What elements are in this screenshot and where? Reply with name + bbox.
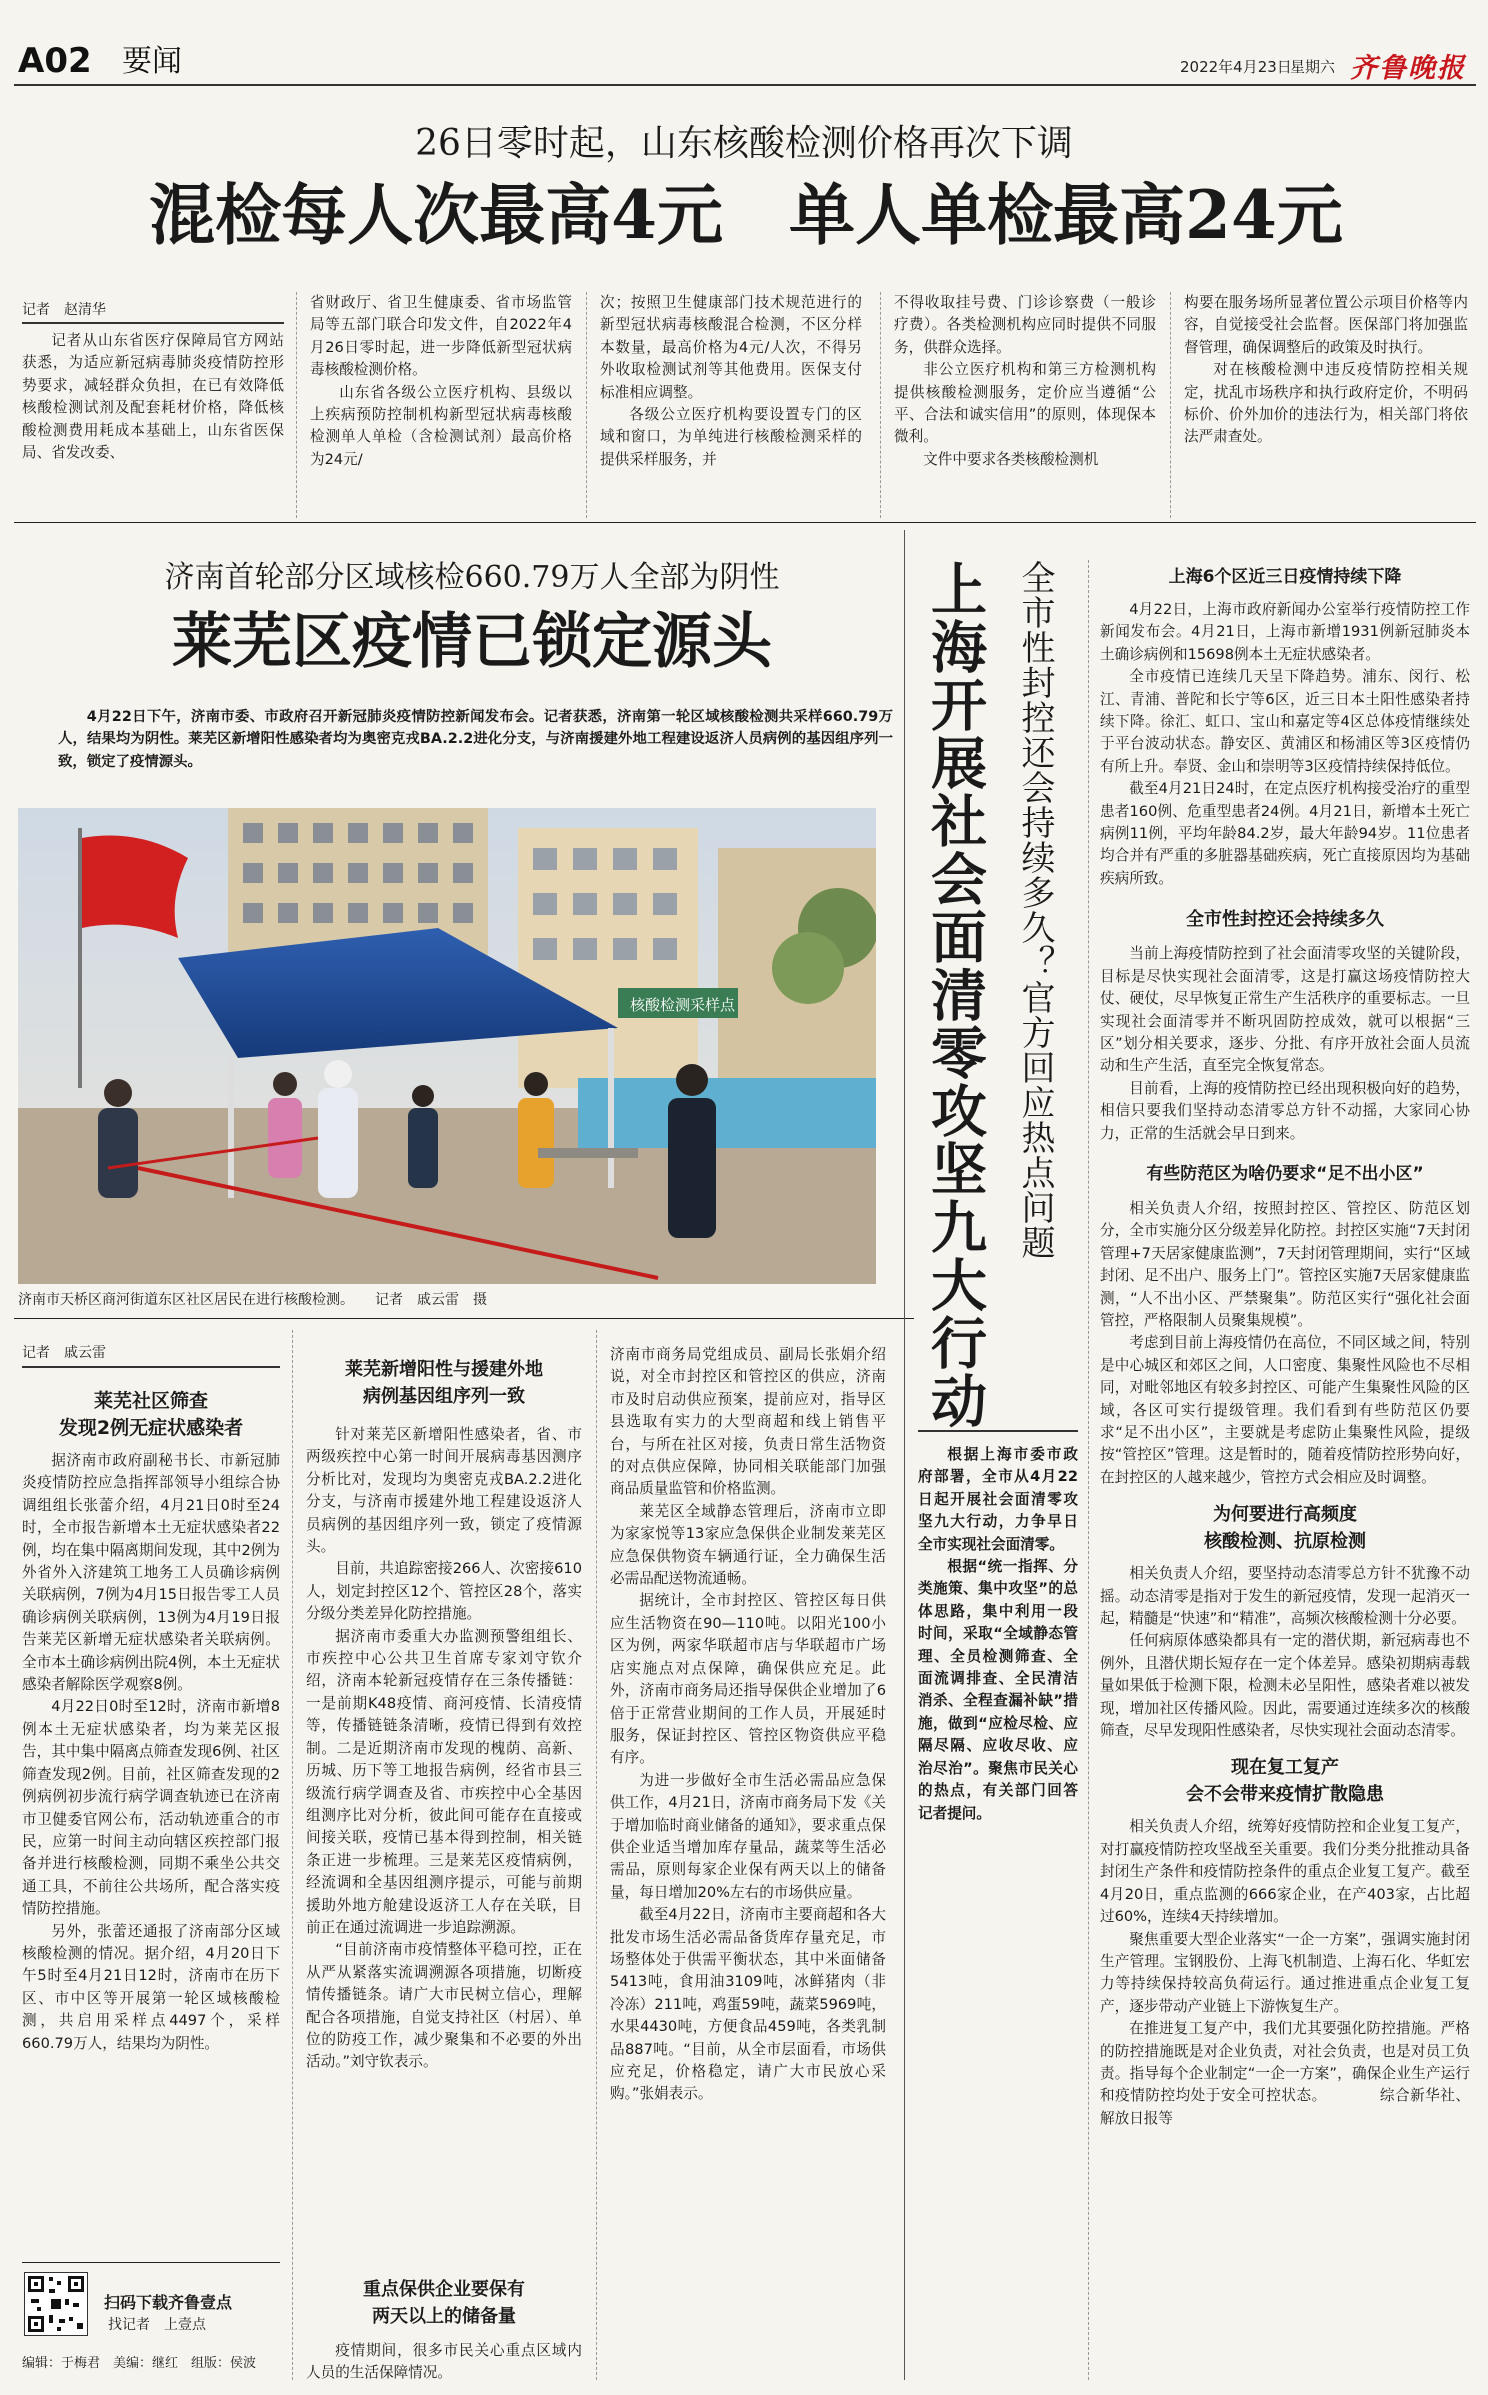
qr-code[interactable] [24,2272,88,2336]
laiwu-col-1-p1: 据济南市政府副秘书长、市新冠肺炎疫情防控应急指挥部领导小组综合协调组组长张蕾介绍，4月21日0时至24时，全市报告新增本土无症状感染者22例，均在集中隔离期间发现，其中2例为外省外入济建筑工地务工人员确诊病例关联病例，7例为4月15日报告零工人员确诊病例关联病例，13例为4月19日报告莱芜区新增无症状感染者关联病例。全市本土确诊病例出院4例，本土无症状感染者解除医学观察8例。 [22,1452,280,1694]
lead-bottom-rule [14,522,1476,523]
laiwu-col-1 [22,1450,280,2256]
shanghai-p5b: 聚焦重要大型企业落实“一企一方案”，强调实施封闭生产管理。宝钢股份、上海飞机制造、上海石化、华虹宏力等持续保持较高负荷运行。通过推进重点企业复工复产，逐步带动产业链上下游恢复生产。 [1100,1930,1470,2015]
shanghai-intro: 根据上海市委市政府部署，全市从4月22日起开展社会面清零攻坚九大行动，力争早日全市实现社会面清零。 [918,1446,1078,1553]
shanghai-p1c: 截至4月21日24时，在定点医疗机构接受治疗的重型患者160例、危重型患者24例。4月21日，新增本土死亡病例11例，平均年龄84.2岁，最大年龄94岁。11位患者均合并有严重的多脏器基础疾病，死亡直接原因均为基础疾病所致。 [1100,780,1470,887]
col-divider [1088,560,1089,2380]
laiwu-col-2-p3: 据济南市委重大办监测预警组组长、市疾控中心公共卫生首席专家刘守钦介绍，济南本轮新冠疫情存在三条传播链：一是前期K48疫情、商河疫情、长清疫情等，传播链链条清晰，疫情已得到有效控制。二是近期济南市发现的槐荫、高新、历城、历下等工地报告病例，经省市县三级流行病学调查及省、市疾控中心全基因组测序比对分析，彼此间可能存在直接或间接关联，疫情已基本得到控制，相关链条正进一步梳理。三是莱芜区疫情病例，经流调和全基因组测序提示，可能与前期援助外地方舱建设返济工人存在关联，目前正在通过流调进一步追踪溯源。 [306,1627,582,1936]
shanghai-p1b: 全市疫情已连续几天呈下降趋势。浦东、闵行、松江、青浦、普陀和长宁等6区，近三日本土阳性感染者持续下降。徐汇、虹口、宝山和嘉定等4区总体疫情继续处于平台波动状态。静安区、黄浦区和杨浦区等3区疫情仍有所上升。奉贤、金山和崇明等3区疫情持续保持低位。 [1100,668,1470,775]
shanghai-subhead-2: 全市性封控还会持续多久 [1186,909,1384,931]
laiwu-col-2-p2: 目前，共追踪密接266人、次密接610人，划定封控区12个、管控区28个，落实分级分类差异化防控措施。 [306,1560,582,1623]
col-divider [292,1330,293,2380]
lead-col-2-p1: 省财政厅、省卫生健康委、省市场监管局等五部门联合印发文件，自2022年4月26日零时起，进一步降低新型冠状病毒核酸检测价格。 [310,294,572,379]
laiwu-byline: 记者 戚云雷 [22,1345,106,1361]
lead-headline: 混检每人次最高4元 单人单检最高24元 [149,176,1343,254]
lead-col-3 [600,292,862,514]
page-number: A02 [18,41,92,81]
shanghai-intro-col [918,1444,1078,2384]
lead-col-2-p2: 山东省各级公立医疗机构、县级以上疾病预防控制机构新型冠状病毒核酸检测单人单检（含检测试剂）最高价格为24元/ [310,383,572,468]
laiwu-col-3 [610,1344,886,2384]
qr-title: 扫码下载齐鲁壹点 [104,2293,233,2312]
laiwu-subhead-2: 莱芜新增阳性与援建外地 病例基因组序列一致 [345,1359,543,1407]
issue-weekday: 星期六 [1290,58,1336,76]
col-divider [596,1330,597,2380]
news-photo [18,808,876,1284]
shanghai-p4b: 任何病原体感染都具有一定的潜伏期，新冠病毒也不例外，且潜伏期长短存在一定个体差异。感染初期病毒载量如果低于检测下限，检测未必呈阳性，感染者难以被发现，增加社区传播风险。因此，需要通过连续多次的核酸筛查，尽早发现阳性感染者，尽快实现社会面动态清零。 [1100,1632,1470,1740]
laiwu-col-3-p2: 莱芜区全域静态管理后，济南市立即为家家悦等13家应急保供企业制发莱芜区应急保供物资车辆通行证，全力确保生活必需品配送物流通畅。 [610,1502,886,1588]
shanghai-title-rule [918,1430,1078,1432]
shanghai-p1a: 4月22日，上海市政府新闻办公室举行疫情防控工作新闻发布会。4月21日，上海市新增1931例新冠肺炎本土确诊病例和15698例本土无症状感染者。 [1100,601,1470,663]
shanghai-intro-2: 根据“统一指挥、分类施策、集中攻坚”的总体思路，集中利用一段时间，采取“全域静态管理、全员检测筛查、全面流调排查、全民清洁消杀、全程查漏补缺”措施，做到“应检尽检、应隔尽隔、应收尽收、应治尽治”。聚焦市民关心的热点，有关部门回答记者提问。 [918,1558,1078,1822]
laiwu-col-1-p2: 4月22日0时至12时，济南市新增8例本土无症状感染者，均为莱芜区报告，其中集中隔离点筛查发现6例、社区筛查发现2例。目前，社区筛查发现的2例病例初步流行病学调查轨迹已在济南市卫健委官网公布，活动轨迹重合的市民，应第一时间主动向辖区疾控部门报备并进行核酸检测，同期不乘坐公共交通工具，不前往公共场所，配合落实疫情防控措施。 [22,1698,280,1918]
shanghai-subhead-5: 现在复工复产 会不会带来疫情扩散隐患 [1186,1757,1384,1806]
shanghai-p3a: 相关负责人介绍，按照封控区、管控区、防范区划分，全市实施分区分级差异化防控。封控区实施“7天封闭管理+7天居家健康监测”，7天封闭管理期间，实行“区域封闭、足不出户、服务上门”。管控区实施7天居家健康监测，“人不出小区、严禁聚集”。防范区实行“强化社会面管控，严格限制人员聚集规模”。 [1100,1199,1470,1329]
lead-col-4-p2: 非公立医疗机构和第三方检测机构提供核酸检测服务，定价应当遵循“公平、合法和诚实信用”的原则，体现保本微利。 [894,361,1156,446]
qr-top-rule [22,2262,280,2263]
laiwu-byline-rule [22,1366,280,1368]
section-divider [904,530,905,2380]
shanghai-p3b: 考虑到目前上海疫情仍在高位，不同区域之间，特别是中心城区和郊区之间，人口密度、集聚性风险也不尽相同，对毗邻地区有较多封控区、可能产生集聚性风险的区域，各区可实行提级管理。我们看到有些防范区仍要求“足不出小区”，主要就是考虑防止集聚性风险，提级按“管控区”管理。这是暂时的，随着疫情防控形势向好，在封控区的人越来越少，管控方式会相应及时调整。 [1100,1334,1470,1486]
section-name: 要闻 [122,44,182,79]
laiwu-headline: 莱芜区疫情已锁定源头 [172,607,772,677]
laiwu-subhead-1: 莱芜社区筛查 发现2例无症状感染者 [58,1390,244,1439]
laiwu-kicker: 济南首轮部分区域核检660.79万人全部为阴性 [164,560,780,595]
lead-col-3-p2: 各级公立医疗机构要设置专门的区域和窗口，为单纯进行核酸检测采样的提供采样服务，并 [600,406,862,468]
news-photo-illustration [18,808,876,1284]
lead-col-4 [894,292,1156,514]
col-divider [296,292,297,518]
photo-caption: 济南市天桥区商河街道东区社区居民在进行核酸检测。 记者 戚云雷 摄 [18,1292,487,1308]
qr-code-icon [25,2273,87,2335]
lead-col-2 [310,292,572,514]
shanghai-subhead-3: 有些防范区为啥仍要求“足不出小区” [1146,1163,1424,1184]
lead-col-5-p1: 构要在服务场所显著位置公示项目价格等内容，自觉接受社会监督。医保部门将加强监督管理，确保调整后的政策及时执行。 [1184,294,1468,356]
lead-byline: 记者 赵清华 [22,302,106,318]
shanghai-p5a: 相关负责人介绍，统筹好疫情防控和企业复工复产，对打赢疫情防控攻坚战至关重要。我们分类分批推动具备封闭生产条件和疫情防控条件的重点企业复工复产。截至4月20日，重点监测的666家企业，在产403家，占比超过60%，连续4天持续增加。 [1100,1818,1470,1926]
shanghai-p2a: 当前上海疫情防控到了社会面清零攻坚的关键阶段，目标是尽快实现社会面清零，这是打赢这场疫情防控大仗、硬仗，尽早恢复正常生产生活秩序的重要标志。一旦实现社会面清零并不断巩固防控成效，就可以根据“三区”划分相关要求，逐步、分批、有序开放社会面人员流动和生产生活，直至完全恢复常态。 [1100,945,1470,1075]
laiwu-col-3-p5: 截至4月22日，济南市主要商超和各大批发市场生活必需品备货库存量充足，市场整体处于供需平衡状态，其中米面储备5413吨，食用油3109吨，冰鲜猪肉（非冷冻）211吨，鸡蛋59吨，蔬菜5969吨，水果4430吨，方便食品459吨，各类乳制品887吨。“目前，从全市层面看，市场供应充足，价格稳定，请广大市民放心采购。”张娟表示。 [610,1906,886,2103]
laiwu-summary: 4月22日下午，济南市委、市政府召开新冠肺炎疫情防控新闻发布会。记者获悉，济南第一轮区域核酸检测共采样660.79万人，结果均为阴性。莱芜区新增阳性感染者均为奥密克戎BA.2.2进化分支，与济南援建外地工程建设返济人员病例的基因组序列一致，锁定了疫情源头。 [58,709,893,770]
laiwu-col-2 [306,1424,582,2264]
lead-byline-rule [22,322,284,324]
lead-col-5-p2: 对在核酸检测中违反疫情防控相关规定，扰乱市场秩序和执行政府定价，不明码标价、价外加价的违法行为，相关部门将依法严肃查处。 [1184,361,1468,446]
shanghai-kicker: 全市性封控还会持续多久？官方回应热点问题 [1015,560,1055,1260]
page-header [0,0,1488,84]
shanghai-p4a: 相关负责人介绍，要坚持动态清零总方针不犹豫不动摇。动态清零是指对于发生的新冠疫情，发现一起消灭一起，精髓是“快速”和“精准”，高频次核酸检测十分必要。 [1100,1565,1470,1628]
shanghai-subhead-1: 上海6个区近三日疫情持续下降 [1168,567,1402,587]
lead-col-4-p3: 文件中要求各类核酸检测机 [923,450,1099,468]
shanghai-col [1100,554,1470,2388]
lead-kicker: 26日零时起，山东核酸检测价格再次下调 [415,123,1073,164]
shanghai-p2b: 目前看，上海的疫情防控已经出现积极向好的趋势，相信只要我们坚持动态清零总方针不动摇，大家同心协力，正常的生活就会早日到来。 [1100,1079,1470,1142]
laiwu-col-3-p4: 为进一步做好全市生活必需品应急保供工作，4月21日，济南市商务局下发《关于增加临时商业储备的通知》，要求重点保供企业适当增加库存量品，蔬菜等生活必需品，原则每家企业保有两天以上的储备量，每日增加20%左右的市场供应量。 [610,1771,886,1901]
laiwu-col-2-p5: 疫情期间，很多市民关心重点区域内人员的生活保障情况。 [306,2342,582,2382]
laiwu-col-3-p3: 据统计，全市封控区、管控区每日供应生活物资在90—110吨。以阳光100小区为例，两家华联超市店与华联超市广场店实施点对点保障，确保供应充足。此外，济南市商务局还指导保供企业增加了6倍于正常营业期间的工作人员，开展延时服务，保证封控区、管控区物资供应平稳有序。 [610,1592,886,1767]
laiwu-col-3-p1: 济南市商务局党组成员、副局长张娟介绍说，对全市封控区和管控区的供应，济南市及时启动供应预案，提前应对，指导区县选取有实力的大型商超和线上销售平台，与所在社区对接，负责日常生活物资的对点供应保障，协同相关联能部门加强商品质量监管和价格监测。 [610,1346,886,1498]
laiwu-subhead-3: 重点保供企业要保有 两天以上的储备量 [363,2279,525,2327]
col-divider [586,292,587,518]
col-divider [880,292,881,518]
newspaper-logo: 齐鲁晚报 [1350,53,1466,84]
laiwu-col-2-p4: “目前济南市疫情整体平稳可控，正在从严从紧落实流调溯源各项措施，切断疫情传播链条。请广大市民树立信心，理解配合各项措施，自觉支持社区（村居）、单位的防疫工作，减少聚集和不必要的外出活动。”刘守钦表示。 [306,1941,582,2071]
laiwu-col-2-p1: 针对莱芜区新增阳性感染者，省、市两级疾控中心第一时间开展病毒基因测序分析比对，发现均为奥密克戎BA.2.2进化分支，与济南市援建外地工程建设返济人员病例的基因组序列一致，锁定了疫情源头。 [306,1426,582,1556]
issue-date: 2022年4月23日 [1180,58,1292,76]
lead-col-3-p1: 次；按照卫生健康部门技术规范进行的新型冠状病毒核酸混合检测，不区分样本数量，最高价格为4元/人次，不得另外收取检测试剂等其他费用。医保支付标准相应调整。 [600,294,862,401]
editors-credit: 编辑：于梅君 美编：继红 组版：侯波 [22,2356,257,2371]
shanghai-p5c: 在推进复工复产中，我们尤其要强化防控措施。严格的防控措施既是对企业负责，对社会负责，也是对员工负责。指导每个企业制定“一企一方案”，确保企业生产运行和疫情防控均处于安全可控状态。 综合新华社、解放日报等 [1100,2020,1470,2127]
photo-banner-text: 核酸检测采样点 [630,996,736,1014]
laiwu-col-1-p3: 另外，张蕾还通报了济南部分区域核酸检测的情况。据介绍，4月20日下午5时至4月21日12时，济南市在历下区、市中区等开展第一轮区域核酸检测，共启用采样点4497个，采样660.79万人，结果均为阴性。 [22,1922,280,2052]
photo-bottom-rule [14,1318,914,1319]
header-rule [14,84,1476,86]
qr-subtitle: 找记者 上壹点 [108,2317,206,2333]
shanghai-subhead-4: 为何要进行高频度 核酸检测、抗原检测 [1204,1504,1366,1553]
lead-col-5 [1184,292,1468,514]
lead-col-4-p1: 不得收取挂号费、门诊诊察费（一般诊疗费）。各类检测机构应同时提供不同服务，供群众选择。 [894,294,1156,356]
lead-col-1: 记者从山东省医疗保障局官方网站获悉，为适应新冠病毒肺炎疫情防控形势要求，减轻群众负担，在已有效降低核酸检测试剂及配套耗材价格，降低核酸检测费用耗成本基础上，山东省医保局、省发改委、 [22,332,284,462]
col-divider [1170,292,1171,518]
shanghai-headline: 上海开展社会面清零攻坚九大行动 [922,560,988,1430]
